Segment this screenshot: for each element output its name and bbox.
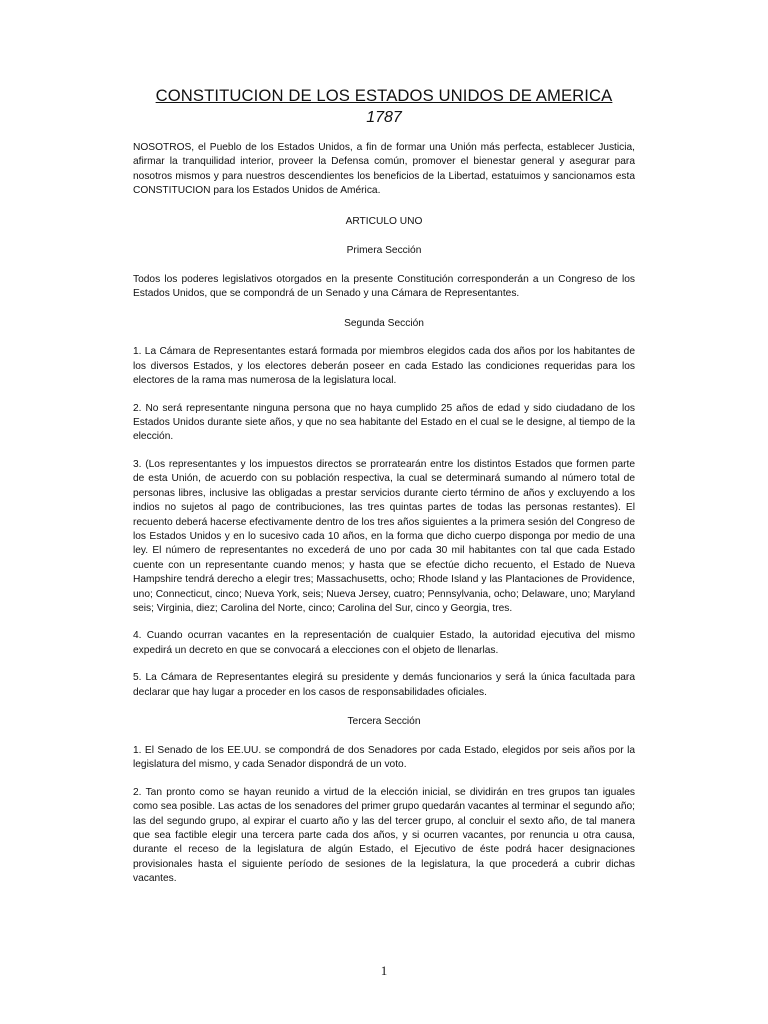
section2-paragraph-2: 2. No será representante ninguna persona que no haya cumplido 25 años de edad y sido ciudadano de los Estados Unidos durante siete años, y que no sea habitante del Estado en el cual se le designe, al tiempo de la elección. [133,402,635,443]
section1-paragraph: Todos los poderes legislativos otorgados en la presente Constitución corresponderán a un Congreso de los Estados Unidos, que se compondrá de un Senado y una Cámara de Representantes. [133,273,635,300]
section2-paragraph-3: 3. (Los representantes y los impuestos directos se prorratearán entre los distintos Estados que formen parte de esta Unión, de acuerdo con su población respectiva, la cual se determinará sumando al número total de personas libres, inclusive las obligadas a prestar servicios durante cierto término de años y excluyendo a los indios no sujetos al pago de contribuciones, las tres quintas partes de todas las personas restantes). El recuento deberá hacerse efectivamente dentro de los tres años siguientes a la primera sesión del Congreso de los Estados Unidos y en lo sucesivo cada 10 años, en la forma que dicho cuerpo disponga por medio de una ley. El número de representantes no excederá de uno por cada 30 mil habitantes con tal que cada Estado cuente con un representante cuando menos; y hasta que se efectúe dicho recuento, el Estado de Nueva Hampshire tendrá derecho a elegir tres; Massachusetts, ocho; Rhode Island y las Plantaciones de Providence, uno; Connecticut, cinco; Nueva York, seis; Nueva Jersey, cuatro; Pennsylvania, ocho; Delaware, uno; Maryland seis; Virginia, diez; Carolina del Norte, cinco; Carolina del Sur, cinco y Georgia, tres. [133,458,635,614]
section-heading-primera: Primera Sección [346,244,422,256]
section3-paragraph-2: 2. Tan pronto como se hayan reunido a virtud de la elección inicial, se dividirán en tres grupos tan iguales como sea posible. Las actas de los senadores del primer grupo quedarán vacantes al terminar el segundo año; las del segundo grupo, al expirar el cuarto año y las del tercer grupo, al concluir el sexto año, de tal manera que sea factible elegir una tercera parte cada dos años, y si ocurren vacantes, por renuncia u otra causa, durante el receso de la legislatura de algún Estado, el Ejecutivo de éste podrá hacer designaciones provisionales hasta el siguiente período de sesiones de la legislatura, la que procederá a cubrir dichas vacantes. [133,786,635,885]
section2-paragraph-5: 5. La Cámara de Representantes elegirá su presidente y demás funcionarios y será la única facultada para declarar que hay lugar a proceder en los casos de responsabilidades oficiales. [133,672,635,698]
article-heading: ARTICULO UNO [345,215,423,227]
section-heading-tercera: Tercera Sección [347,715,421,727]
section3-paragraph-1: 1. El Senado de los EE.UU. se compondrá de dos Senadores por cada Estado, elegidos por seis años por la legislatura del mismo, y cada Senador dispondrá de un voto. [133,744,635,771]
document-page [133,86,635,887]
document-title: CONSTITUCION DE LOS ESTADOS UNIDOS DE AMERICA [155,86,613,105]
document-year: 1787 [366,109,402,126]
section-heading-segunda: Segunda Sección [344,318,424,330]
section2-paragraph-1: 1. La Cámara de Representantes estará formada por miembros elegidos cada dos años por los habitantes de los diversos Estados, y los electores deberán poseer en cada Estado las condiciones requeridas para los electores de la rama mas numerosa de la legislatura local. [133,346,635,387]
page-number: 1 [380,963,388,978]
preamble-paragraph: NOSOTROS, el Pueblo de los Estados Unidos, a fin de formar una Unión más perfecta, establecer Justicia, afirmar la tranquilidad interior, proveer la Defensa común, promover el bienestar general y asegurar para nosotros mismos y para nuestros descendientes los beneficios de la Libertad, estatuimos y sancionamos esta CONSTITUCION para los Estados Unidos de América. [133,142,635,197]
section2-paragraph-4: 4. Cuando ocurran vacantes en la representación de cualquier Estado, la autoridad ejecutiva del mismo expedirá un decreto en que se convocará a elecciones con el objeto de llenarlas. [133,630,635,656]
